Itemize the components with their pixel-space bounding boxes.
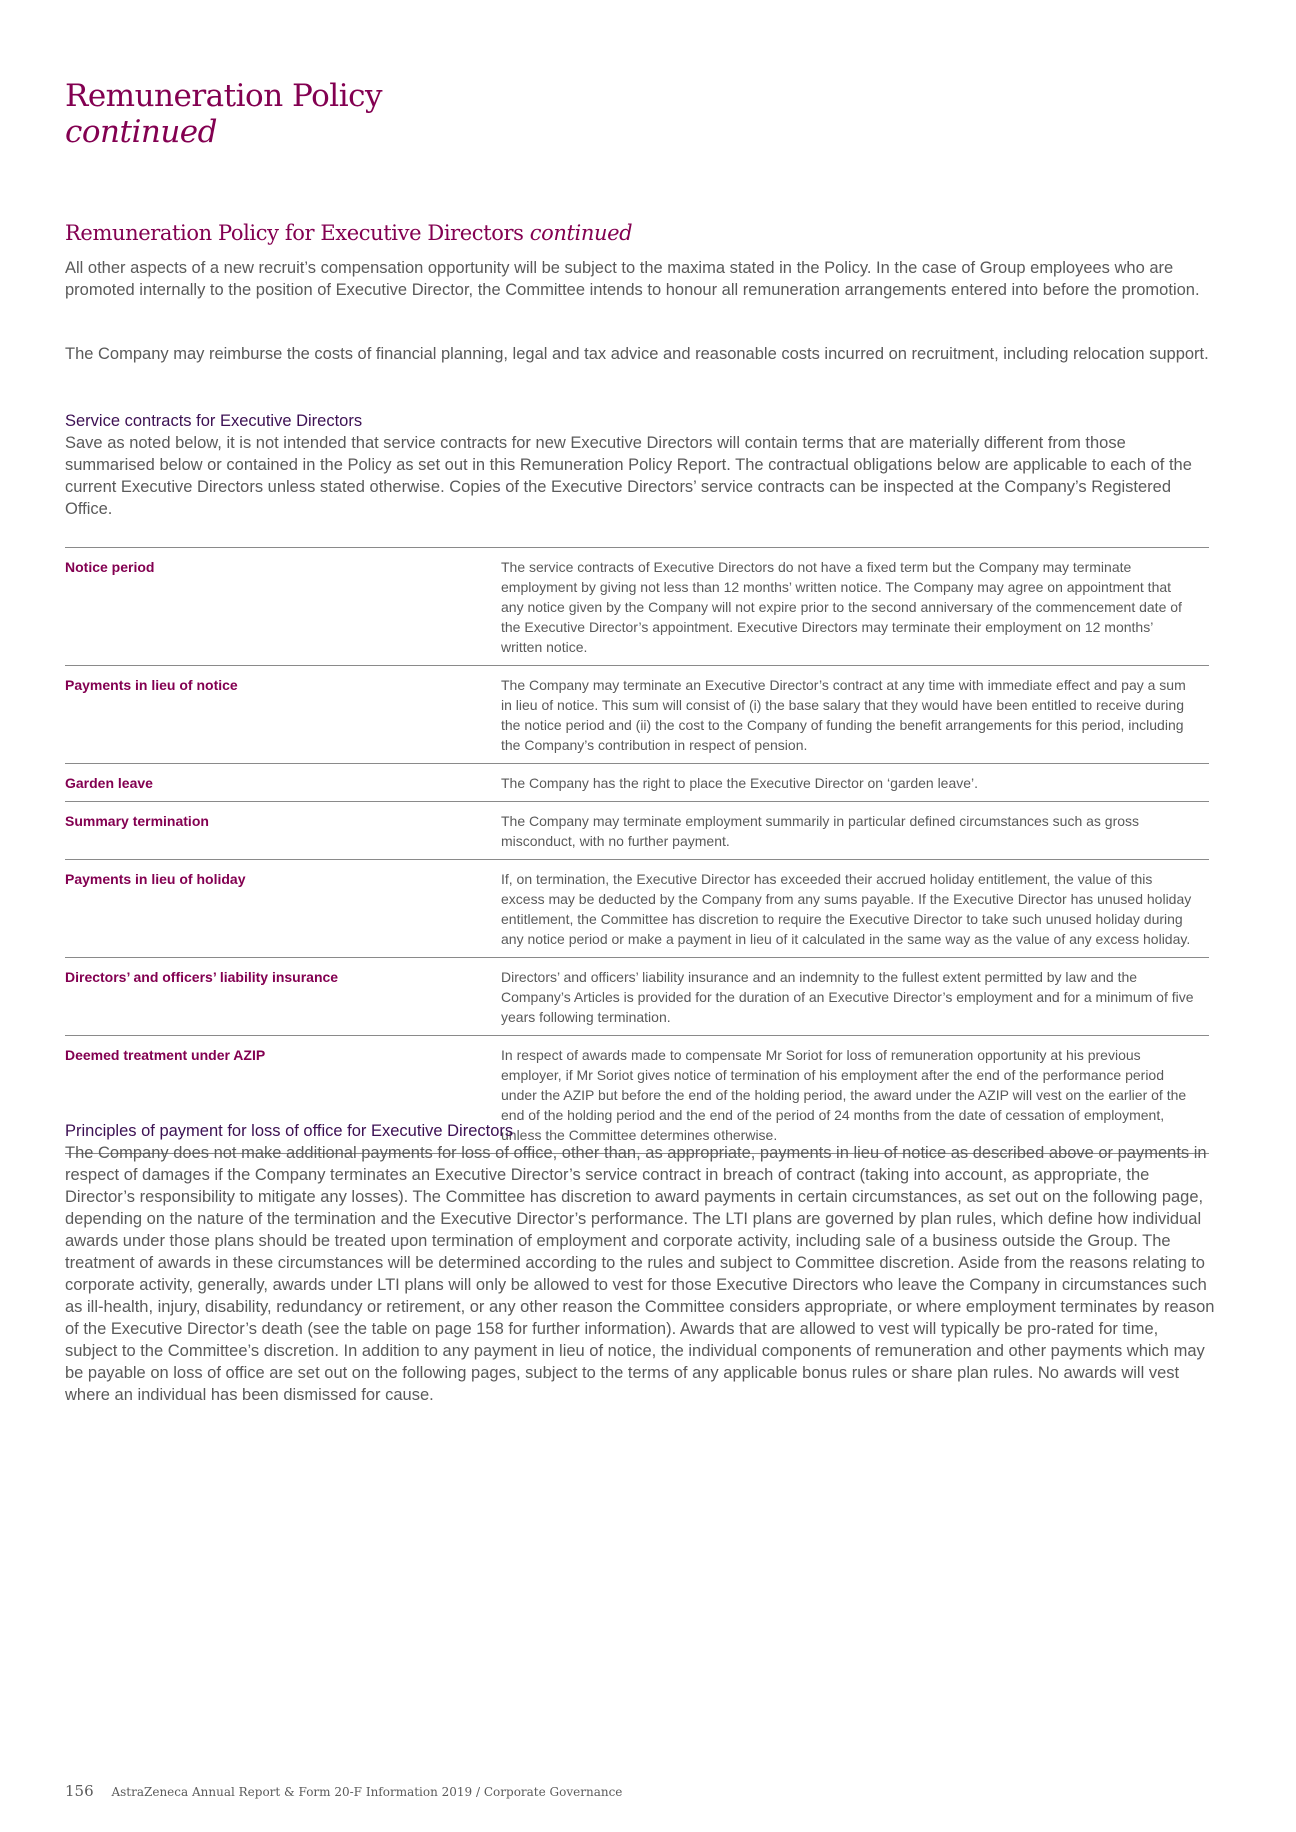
loss-of-office-heading: Principles of payment for loss of office for Executive Directors [65, 1122, 514, 1140]
loss-of-office-body: The Company does not make additional payments for loss of office, other than, as appropriate, payments in lieu of notice as described above or payments in respect of damages if the Company terminates an Executive Director’s service contract in breach of contract (taking into account, as appropriate, the Director’s responsibility to mitigate any losses). The Committee has discretion to award payments in certain circumstances, as set out on the following page, depending on the nature of the termination and the Executive Director’s performance. The LTI plans are governed by plan rules, which define how individual awards under those plans should be treated upon termination of employment and corporate activity, including sale of a business outside the Group. The treatment of awards in these circumstances will be determined according to the rules and subject to Committee discretion. Aside from the reasons relating to corporate activity, generally, awards under LTI plans will only be allowed to vest for those Executive Directors who leave the Company in circumstances such as ill-health, injury, disability, redundancy or retirement, or any other reason the Committee considers appropriate, or where employment terminates by reason of the Executive Director’s death (see the table on page 158 for further information). Awards that are allowed to vest will typically be pro-rated for time, subject to the Committee’s discretion. In addition to any payment in lieu of notice, the individual components of remuneration and other payments which may be payable on loss of office are set out on the following pages, subject to the terms of any applicable bonus rules or share plan rules. No awards will vest where an individual has been dismissed for cause. [65, 1144, 1215, 1404]
table-row [65, 764, 1209, 802]
table-row [65, 548, 1209, 666]
term-label: Summary termination [65, 813, 209, 829]
term-description: The Company may terminate an Executive Director’s contract at any time with immediate effect and pay a sum in lieu of notice. This sum will consist of (i) the base salary that they would have been entitled to receive during the notice period and (ii) the cost to the Company of funding the benefit arrangements for this period, including the Company’s contribution in respect of pension. [501, 677, 1186, 753]
section-title [65, 220, 632, 246]
service-contracts-body: Save as noted below, it is not intended that service contracts for new Executive Directors will contain terms that are materially different from those summarised below or contained in the Policy as set out in this Remuneration Policy Report. The contractual obligations below are applicable to each of the current Executive Directors unless stated otherwise. Copies of the Executive Directors’ service contracts can be inspected at the Company’s Registered Office. [65, 434, 1192, 518]
table-row [65, 860, 1209, 958]
section-title-main: Remuneration Policy for Executive Directors [65, 221, 524, 245]
intro-paragraph-2: The Company may reimburse the costs of financial planning, legal and tax advice and reasonable costs incurred on recruitment, including relocation support. [65, 345, 1209, 363]
table-row [65, 802, 1209, 860]
term-description: If, on termination, the Executive Director has exceeded their accrued holiday entitlement, the value of this excess may be deducted by the Company from any sums payable. If the Executive Director has unused holiday entitlement, the Committee has discretion to require the Executive Director to take such unused holiday during any notice period or make a payment in lieu of it calculated in the same way as the value of any excess holiday. [501, 871, 1192, 947]
term-description: The service contracts of Executive Directors do not have a fixed term but the Company may terminate employment by giving not less than 12 months’ written notice. The Company may agree on appointment that any notice given by the Company will not expire prior to the second anniversary of the commencement date of the Executive Director’s appointment. Executive Directors may terminate their employment on 12 months’ written notice. [501, 559, 1182, 655]
contract-terms-table [65, 547, 1209, 1154]
term-label: Payments in lieu of holiday [65, 871, 246, 887]
term-description: In respect of awards made to compensate Mr Soriot for loss of remuneration opportunity at his previous employer, if Mr Soriot gives notice of termination of his employment after the end of the performance period under the AZIP but before the end of the holding period, the award under the AZIP will vest on the earlier of the end of the holding period and the end of the period of 24 months from the date of cessation of employment, unless the Committee determines otherwise. [501, 1047, 1187, 1143]
term-description: The Company has the right to place the Executive Director on ‘garden leave’. [501, 775, 979, 791]
intro-paragraph-1: All other aspects of a new recruit’s compensation opportunity will be subject to the maxima stated in the Policy. In the case of Group employees who are promoted internally to the position of Executive Director, the Committee intends to honour all remuneration arrangements entered into before the promotion. [65, 259, 1200, 299]
footer-text: AstraZeneca Annual Report & Form 20-F Information 2019 / Corporate Governance [111, 1785, 623, 1799]
page-title-continued: continued [65, 114, 217, 150]
page-title [65, 78, 382, 150]
term-label: Deemed treatment under AZIP [65, 1047, 266, 1063]
term-label: Payments in lieu of notice [65, 677, 238, 693]
term-description: The Company may terminate employment summarily in particular defined circumstances such as gross misconduct, with no further payment. [501, 813, 1140, 849]
term-label: Garden leave [65, 775, 153, 791]
term-description: Directors’ and officers’ liability insurance and an indemnity to the fullest extent permitted by law and the Company’s Articles is provided for the duration of an Executive Director’s employment and for a minimum of five years following termination. [501, 969, 1194, 1025]
term-label: Directors’ and officers’ liability insurance [65, 969, 339, 985]
table-row [65, 958, 1209, 1036]
page-footer [65, 1782, 622, 1800]
table-row [65, 666, 1209, 764]
term-label: Notice period [65, 559, 155, 575]
page-title-main: Remuneration Policy [65, 78, 382, 114]
service-contracts-heading: Service contracts for Executive Directors [65, 412, 363, 430]
page-number: 156 [65, 1782, 94, 1800]
section-title-continued: continued [529, 221, 633, 245]
